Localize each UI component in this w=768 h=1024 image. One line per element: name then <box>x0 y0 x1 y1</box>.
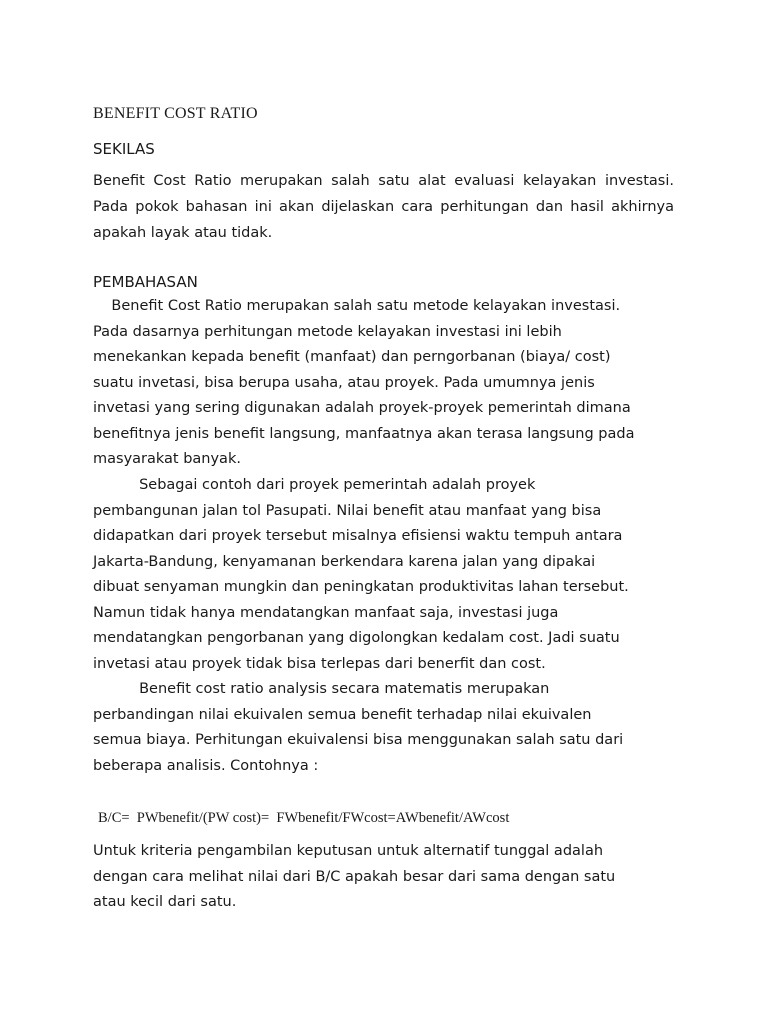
text-line: perbandingan nilai ekuivalen semua benefit terhadap nilai ekuivalen <box>93 706 592 723</box>
text-line: masyarakat banyak. <box>93 451 241 467</box>
paragraph-analysis <box>93 677 683 779</box>
bc-ratio-formula: B/C= PWbenefit/(PW cost)= FWbenefit/FWcost=AWbenefit/AWcost <box>98 810 510 826</box>
text-line: dibuat senyaman mungkin dan peningkatan produktivitas lahan tersebut. <box>93 579 629 595</box>
text-line: didapatkan dari proyek tersebut misalnya efisiensi waktu tempuh antara <box>93 528 623 544</box>
paragraph-example <box>93 473 683 677</box>
section-heading-sekilas: SEKILAS <box>93 140 155 158</box>
text-line: Namun tidak hanya mendatangkan manfaat saja, investasi juga <box>93 604 559 621</box>
text-line: Untuk kriteria pengambilan keputusan untuk alternatif tunggal adalah <box>93 843 604 859</box>
paragraph-intro <box>93 294 683 473</box>
text-line: semua biaya. Perhitungan ekuivalensi bisa menggunakan salah satu dari <box>93 732 624 748</box>
text-line: Jakarta-Bandung, kenyamanan berkendara karena jalan yang dipakai <box>93 553 596 570</box>
text-line: mendatangkan pengorbanan yang digolongkan kedalam cost. Jadi suatu <box>93 630 620 646</box>
text-line: Benefit cost ratio analysis secara matematis merupakan <box>93 681 550 697</box>
section-heading-pembahasan: PEMBAHASAN <box>93 273 198 291</box>
text-line: dengan cara melihat nilai dari B/C apakah besar dari sama dengan satu <box>93 868 616 885</box>
text-line: menekankan kepada benefit (manfaat) dan perngorbanan (biaya/ cost) <box>93 349 611 365</box>
text-line: invetasi atau proyek tidak bisa terlepas dari benerfit dan cost. <box>93 655 546 672</box>
text-line: suatu invetasi, bisa berupa usaha, atau proyek. Pada umumnya jenis <box>93 374 595 391</box>
text-line: Benefit Cost Ratio merupakan salah satu metode kelayakan investasi. <box>93 298 621 314</box>
text-line: benefitnya jenis benefit langsung, manfaatnya akan terasa langsung pada <box>93 425 635 442</box>
sekilas-paragraph: Benefit Cost Ratio merupakan salah satu alat evaluasi kelayakan investasi. Pada pokok bahasan ini akan dijelaskan cara perhitungan dan hasil akhirnya apakah layak atau tidak. <box>93 173 674 241</box>
text-line: beberapa analisis. Contohnya : <box>93 757 319 774</box>
paragraph-criteria <box>93 839 683 916</box>
text-line: Pada dasarnya perhitungan metode kelayakan investasi ini lebih <box>93 323 562 340</box>
text-line: pembangunan jalan tol Pasupati. Nilai benefit atau manfaat yang bisa <box>93 502 602 519</box>
document-title: BENEFIT COST RATIO <box>93 105 258 122</box>
text-line: atau kecil dari satu. <box>93 894 237 910</box>
text-line: Sebagai contoh dari proyek pemerintah adalah proyek <box>93 477 536 493</box>
text-line: invetasi yang sering digunakan adalah proyek-proyek pemerintah dimana <box>93 400 631 416</box>
